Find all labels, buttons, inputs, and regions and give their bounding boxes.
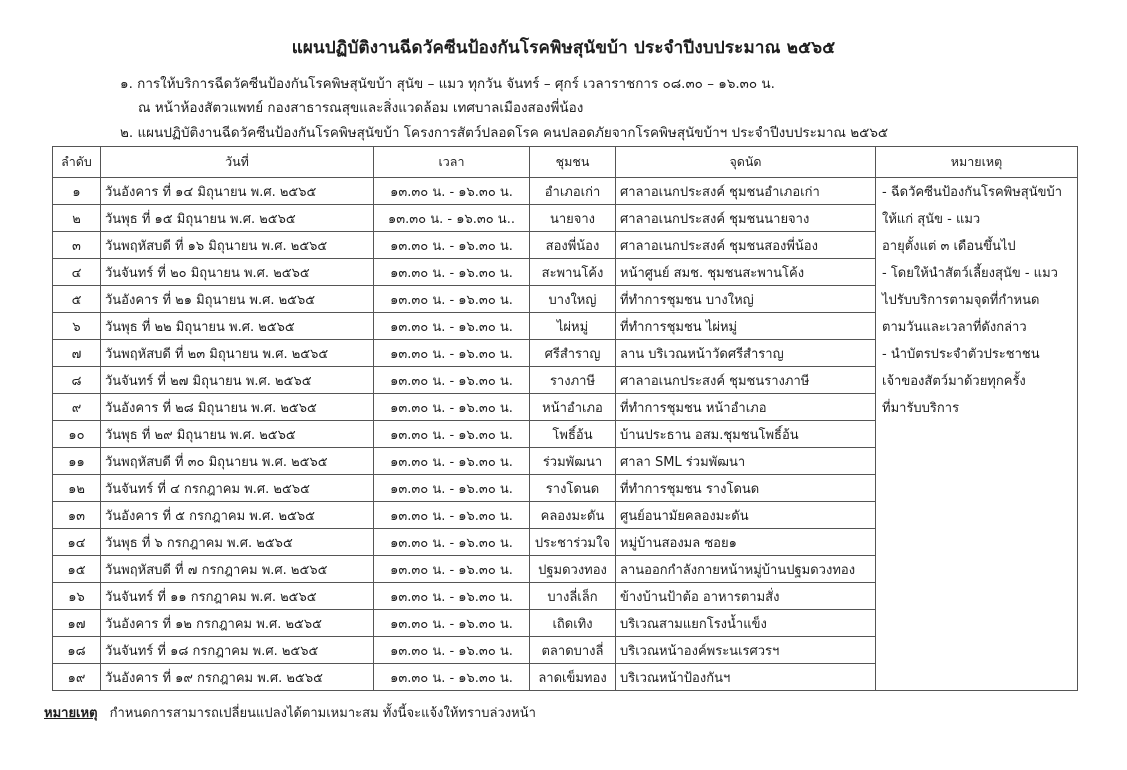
row-no: ๑๖ (53, 583, 101, 610)
row-community: ปฐมดวงทอง (530, 556, 616, 583)
row-remarks (876, 556, 1078, 583)
table-row (53, 205, 1078, 232)
table-row (53, 637, 1078, 664)
row-time: ๑๓.๓๐ น. - ๑๖.๓๐ น. (374, 178, 530, 205)
row-remarks (876, 529, 1078, 556)
row-meeting-point: บริเวณสามแยกโรงน้ำแข็ง (616, 610, 876, 637)
table-row (53, 529, 1078, 556)
row-remarks: ตามวันและเวลาที่ดังกล่าว (876, 313, 1078, 340)
row-community: บางลี่เล็ก (530, 583, 616, 610)
row-no: ๗ (53, 340, 101, 367)
row-meeting-point: ลานออกกำลังกายหน้าหมู่บ้านปฐมดวงทอง (616, 556, 876, 583)
table-header-row (53, 147, 1078, 178)
row-remarks (876, 448, 1078, 475)
row-meeting-point: ศาลาอเนกประสงค์ ชุมชนอำเภอเก่า (616, 178, 876, 205)
row-date: วันพุธ ที่ ๒๙ มิถุนายน พ.ศ. ๒๕๖๕ (101, 421, 374, 448)
row-meeting-point: บริเวณหน้าป้องกันฯ (616, 664, 876, 691)
table-row (53, 556, 1078, 583)
row-date: วันพุธ ที่ ๖ กรกฎาคม พ.ศ. ๒๕๖๕ (101, 529, 374, 556)
row-community: สองพี่น้อง (530, 232, 616, 259)
row-meeting-point: บ้านประธาน อสม.ชุมชนโพธิ์อ้น (616, 421, 876, 448)
row-no: ๑ (53, 178, 101, 205)
row-meeting-point: ศูนย์อนามัยคลองมะดัน (616, 502, 876, 529)
row-remarks: ไปรับบริการตามจุดที่กำหนด (876, 286, 1078, 313)
row-remarks (876, 583, 1078, 610)
row-meeting-point: บริเวณหน้าองค์พระนเรศวรฯ (616, 637, 876, 664)
document-title: แผนปฏิบัติงานฉีดวัคซีนป้องกันโรคพิษสุนัขบ้า ประจำปีงบประมาณ ๒๕๖๕ (291, 38, 836, 58)
header-remarks: หมายเหตุ (876, 147, 1078, 178)
row-no: ๑๔ (53, 529, 101, 556)
row-community: อำเภอเก่า (530, 178, 616, 205)
row-remarks (876, 421, 1078, 448)
row-meeting-point: ที่ทำการชุมชน ไผ่หมู่ (616, 313, 876, 340)
header-date: วันที่ (101, 147, 374, 178)
intro-line-1: ๑. การให้บริการฉีดวัคซีนป้องกันโรคพิษสุนัขบ้า สุนัข – แมว ทุกวัน จันทร์ – ศุกร์ เวลาราชการ ๐๘.๓๐ – ๑๖.๓๐ น. (120, 76, 775, 92)
row-remarks: ให้แก่ สุนัข - แมว (876, 205, 1078, 232)
table-row (53, 259, 1078, 286)
row-time: ๑๓.๓๐ น. - ๑๖.๓๐ น. (374, 448, 530, 475)
schedule-table (52, 146, 1078, 691)
row-date: วันอังคาร ที่ ๒๑ มิถุนายน พ.ศ. ๒๕๖๕ (101, 286, 374, 313)
footnote-text: กำหนดการสามารถเปลี่ยนแปลงได้ตามเหมาะสม ทั้งนี้จะแจ้งให้ทราบล่วงหน้า (109, 706, 536, 721)
row-remarks: เจ้าของสัตว์มาด้วยทุกครั้ง (876, 367, 1078, 394)
row-date: วันพฤหัสบดี ที่ ๒๓ มิถุนายน พ.ศ. ๒๕๖๕ (101, 340, 374, 367)
row-remarks: - นำบัตรประจำตัวประชาชน (876, 340, 1078, 367)
row-remarks: - ฉีดวัคซีนป้องกันโรคพิษสุนัขบ้า (876, 178, 1078, 205)
table-row (53, 421, 1078, 448)
row-date: วันอังคาร ที่ ๕ กรกฎาคม พ.ศ. ๒๕๖๕ (101, 502, 374, 529)
header-community: ชุมชน (530, 147, 616, 178)
row-community: ประชาร่วมใจ (530, 529, 616, 556)
row-no: ๑๘ (53, 637, 101, 664)
row-remarks: - โดยให้นำสัตว์เลี้ยงสุนัข - แมว (876, 259, 1078, 286)
row-no: ๑๒ (53, 475, 101, 502)
intro-line-2: ๒. แผนปฏิบัติงานฉีดวัคซีนป้องกันโรคพิษสุนัขบ้า โครงการสัตว์ปลอดโรค คนปลอดภัยจากโรคพิษสุนัขบ้าฯ ประจำปีงบประมาณ ๒๕๖๕ (120, 125, 889, 141)
row-no: ๑๕ (53, 556, 101, 583)
row-meeting-point: ที่ทำการชุมชน บางใหญ่ (616, 286, 876, 313)
row-time: ๑๓.๓๐ น. - ๑๖.๓๐ น. (374, 232, 530, 259)
row-date: วันอังคาร ที่ ๑๔ มิถุนายน พ.ศ. ๒๕๖๕ (101, 178, 374, 205)
row-no: ๕ (53, 286, 101, 313)
row-remarks (876, 637, 1078, 664)
table-row (53, 313, 1078, 340)
row-time: ๑๓.๓๐ น. - ๑๖.๓๐ น. (374, 313, 530, 340)
table-row (53, 367, 1078, 394)
header-no: ลำดับ (53, 147, 101, 178)
row-meeting-point: หน้าศูนย์ สมช. ชุมชนสะพานโค้ง (616, 259, 876, 286)
intro-line-1-location: ณ หน้าห้องสัตวแพทย์ กองสาธารณสุขและสิ่งแวดล้อม เทศบาลเมืองสองพี่น้อง (138, 100, 584, 116)
table-row (53, 502, 1078, 529)
row-time: ๑๓.๓๐ น. - ๑๖.๓๐ น. (374, 394, 530, 421)
table-row (53, 340, 1078, 367)
row-community: ลาดเข็มทอง (530, 664, 616, 691)
row-community: คลองมะดัน (530, 502, 616, 529)
row-remarks: อายุตั้งแต่ ๓ เดือนขึ้นไป (876, 232, 1078, 259)
row-time: ๑๓.๓๐ น. - ๑๖.๓๐ น. (374, 637, 530, 664)
row-no: ๑๙ (53, 664, 101, 691)
row-time: ๑๓.๓๐ น. - ๑๖.๓๐ น. (374, 475, 530, 502)
table-row (53, 178, 1078, 205)
row-meeting-point: ที่ทำการชุมชน รางโดนด (616, 475, 876, 502)
table-row (53, 475, 1078, 502)
footnote-label: หมายเหตุ (44, 706, 98, 721)
row-community: รางโดนด (530, 475, 616, 502)
row-date: วันอังคาร ที่ ๒๘ มิถุนายน พ.ศ. ๒๕๖๕ (101, 394, 374, 421)
table-body (53, 178, 1078, 691)
row-no: ๔ (53, 259, 101, 286)
row-remarks (876, 475, 1078, 502)
row-meeting-point: หมู่บ้านสองมล ซอย๑ (616, 529, 876, 556)
row-no: ๙ (53, 394, 101, 421)
row-meeting-point: ลาน บริเวณหน้าวัดศรีสำราญ (616, 340, 876, 367)
table-row (53, 232, 1078, 259)
row-time: ๑๓.๓๐ น. - ๑๖.๓๐ น. (374, 259, 530, 286)
row-community: หน้าอำเภอ (530, 394, 616, 421)
row-time: ๑๓.๓๐ น. - ๑๖.๓๐ น. (374, 421, 530, 448)
row-community: รางภาษี (530, 367, 616, 394)
row-date: วันพฤหัสบดี ที่ ๓๐ มิถุนายน พ.ศ. ๒๕๖๕ (101, 448, 374, 475)
row-date: วันพฤหัสบดี ที่ ๗ กรกฎาคม พ.ศ. ๒๕๖๕ (101, 556, 374, 583)
row-date: วันจันทร์ ที่ ๑๘ กรกฎาคม พ.ศ. ๒๕๖๕ (101, 637, 374, 664)
row-community: สะพานโค้ง (530, 259, 616, 286)
row-time: ๑๓.๓๐ น. - ๑๖.๓๐ น.. (374, 205, 530, 232)
row-date: วันจันทร์ ที่ ๑๑ กรกฎาคม พ.ศ. ๒๕๖๕ (101, 583, 374, 610)
row-time: ๑๓.๓๐ น. - ๑๖.๓๐ น. (374, 556, 530, 583)
table-row (53, 664, 1078, 691)
row-time: ๑๓.๓๐ น. - ๑๖.๓๐ น. (374, 286, 530, 313)
row-no: ๑๓ (53, 502, 101, 529)
row-date: วันพฤหัสบดี ที่ ๑๖ มิถุนายน พ.ศ. ๒๕๖๕ (101, 232, 374, 259)
row-community: นายจาง (530, 205, 616, 232)
row-date: วันอังคาร ที่ ๑๒ กรกฎาคม พ.ศ. ๒๕๖๕ (101, 610, 374, 637)
row-date: วันจันทร์ ที่ ๔ กรกฎาคม พ.ศ. ๒๕๖๕ (101, 475, 374, 502)
row-community: ศรีสำราญ (530, 340, 616, 367)
footnote (44, 702, 536, 723)
row-meeting-point: ศาลาอเนกประสงค์ ชุมชนสองพี่น้อง (616, 232, 876, 259)
row-time: ๑๓.๓๐ น. - ๑๖.๓๐ น. (374, 502, 530, 529)
row-community: เถิดเทิง (530, 610, 616, 637)
row-community: ไผ่หมู่ (530, 313, 616, 340)
row-community: ร่วมพัฒนา (530, 448, 616, 475)
row-no: ๑๑ (53, 448, 101, 475)
row-no: ๑๐ (53, 421, 101, 448)
header-meeting-point: จุดนัด (616, 147, 876, 178)
row-community: โพธิ์อ้น (530, 421, 616, 448)
row-date: วันจันทร์ ที่ ๒๐ มิถุนายน พ.ศ. ๒๕๖๕ (101, 259, 374, 286)
row-time: ๑๓.๓๐ น. - ๑๖.๓๐ น. (374, 583, 530, 610)
row-no: ๖ (53, 313, 101, 340)
table-row (53, 286, 1078, 313)
row-time: ๑๓.๓๐ น. - ๑๖.๓๐ น. (374, 664, 530, 691)
row-time: ๑๓.๓๐ น. - ๑๖.๓๐ น. (374, 340, 530, 367)
row-remarks (876, 664, 1078, 691)
row-no: ๑๗ (53, 610, 101, 637)
row-meeting-point: ศาลาอเนกประสงค์ ชุมชนรางภาษี (616, 367, 876, 394)
row-no: ๘ (53, 367, 101, 394)
row-time: ๑๓.๓๐ น. - ๑๖.๓๐ น. (374, 610, 530, 637)
row-community: ตลาดบางลี่ (530, 637, 616, 664)
row-meeting-point: ข้างบ้านป้าต้อ อาหารตามสั่ง (616, 583, 876, 610)
row-time: ๑๓.๓๐ น. - ๑๖.๓๐ น. (374, 367, 530, 394)
row-date: วันอังคาร ที่ ๑๙ กรกฎาคม พ.ศ. ๒๕๖๕ (101, 664, 374, 691)
row-date: วันพุธ ที่ ๑๕ มิถุนายน พ.ศ. ๒๕๖๕ (101, 205, 374, 232)
row-community: บางใหญ่ (530, 286, 616, 313)
header-time: เวลา (374, 147, 530, 178)
row-meeting-point: ศาลาอเนกประสงค์ ชุมชนนายจาง (616, 205, 876, 232)
row-no: ๓ (53, 232, 101, 259)
table-row (53, 610, 1078, 637)
row-no: ๒ (53, 205, 101, 232)
row-meeting-point: ศาลา SML ร่วมพัฒนา (616, 448, 876, 475)
row-remarks: ที่มารับบริการ (876, 394, 1078, 421)
row-date: วันจันทร์ ที่ ๒๗ มิถุนายน พ.ศ. ๒๕๖๕ (101, 367, 374, 394)
row-date: วันพุธ ที่ ๒๒ มิถุนายน พ.ศ. ๒๕๖๕ (101, 313, 374, 340)
table-row (53, 394, 1078, 421)
table-row (53, 583, 1078, 610)
row-time: ๑๓.๓๐ น. - ๑๖.๓๐ น. (374, 529, 530, 556)
table-row (53, 448, 1078, 475)
row-meeting-point: ที่ทำการชุมชน หน้าอำเภอ (616, 394, 876, 421)
row-remarks (876, 610, 1078, 637)
row-remarks (876, 502, 1078, 529)
